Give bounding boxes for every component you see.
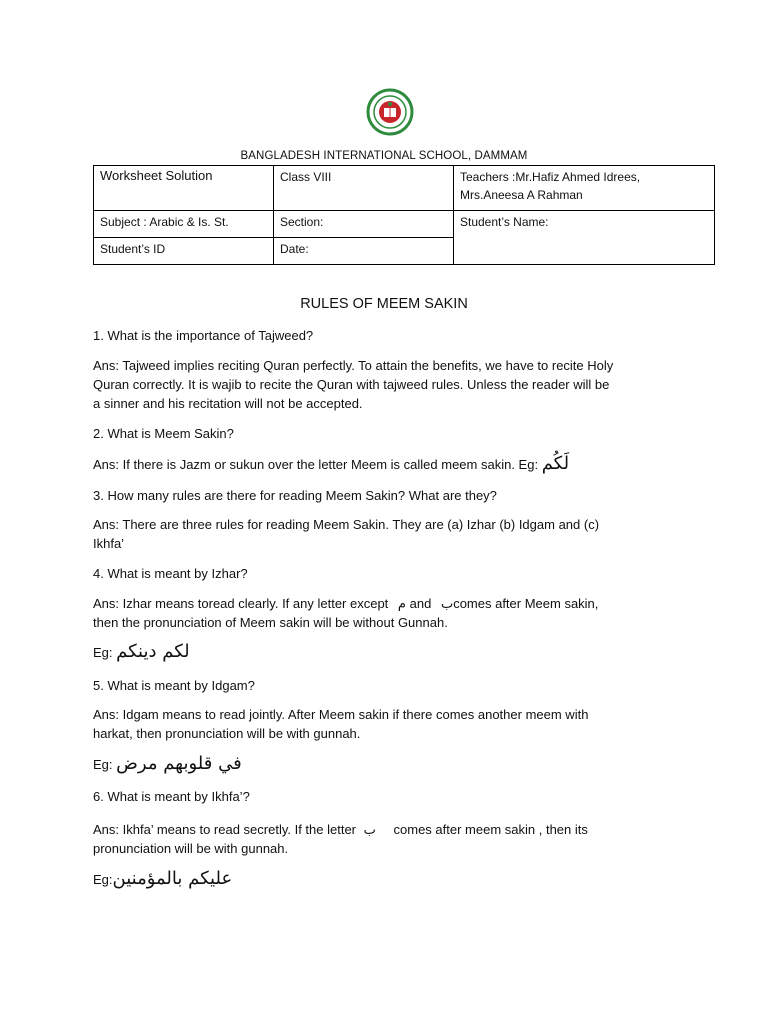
teachers-line-1: Teachers :Mr.Hafiz Ahmed Idrees,: [460, 170, 641, 184]
question-1: 1. What is the importance of Tajweed?: [93, 328, 314, 343]
example-5-label: Eg:: [93, 757, 113, 772]
answer-3-line-1: Ans: There are three rules for reading Meem Sakin. They are (a) Izhar (b) Idgam and (c): [93, 517, 600, 532]
date-cell: Date:: [274, 238, 454, 265]
answer-5-line-2: harkat, then pronunciation will be with gunnah.: [93, 726, 361, 741]
class-cell: Class VIII: [274, 166, 454, 211]
student-name-cell: Student’s Name:: [454, 211, 715, 265]
subject-cell: Subject : Arabic & Is. St.: [94, 211, 274, 238]
example-6: [93, 869, 673, 889]
answer-6-arabic-ba: ب: [363, 823, 376, 838]
question-4: 4. What is meant by Izhar?: [93, 566, 248, 581]
teachers-cell: [454, 166, 715, 211]
example-6-label: Eg:: [93, 872, 113, 887]
answer-1-line-3: a sinner and his recitation will not be accepted.: [93, 396, 363, 411]
example-5-arabic: في قلوبهم مرض: [116, 753, 242, 774]
answer-6-text-post: comes after meem sakin , then its: [393, 822, 588, 837]
page-title: RULES OF MEEM SAKIN: [300, 296, 468, 312]
worksheet-header-table: [93, 165, 715, 265]
worksheet-cell: Worksheet Solution: [94, 166, 274, 211]
teachers-line-2: Mrs.Aneesa A Rahman: [460, 188, 583, 202]
example-6-arabic: عليكم بالمؤمنين: [112, 868, 233, 889]
question-6: 6. What is meant by Ikhfa’?: [93, 789, 250, 804]
answer-4-line-1: [93, 594, 673, 614]
answer-1-line-2: Quran correctly. It is wajib to recite the Quran with tajweed rules. Unless the reader will be: [93, 377, 610, 392]
school-logo: [364, 88, 416, 136]
answer-4-line-2: then the pronunciation of Meem sakin will be without Gunnah.: [93, 615, 448, 630]
answer-4-and: and: [409, 596, 432, 611]
student-id-cell: Student’s ID: [94, 238, 274, 265]
answer-6-text-pre: Ans: Ikhfa’ means to read secretly. If the letter: [93, 822, 357, 837]
example-4-label: Eg:: [93, 645, 113, 660]
question-3: 3. How many rules are there for reading Meem Sakin? What are they?: [93, 488, 497, 503]
question-2: 2. What is Meem Sakin?: [93, 426, 234, 441]
answer-6-line-2: pronunciation will be with gunnah.: [93, 841, 289, 856]
answer-1-line-1: Ans: Tajweed implies reciting Quran perfectly. To attain the benefits, we have to recite Holy: [93, 358, 614, 373]
answer-2: [93, 454, 673, 474]
answer-4-arabic-ba: ب: [440, 597, 454, 612]
answer-2-arabic: لَكُم: [541, 453, 570, 474]
section-cell: Section:: [274, 211, 454, 238]
answer-5-line-1: Ans: Idgam means to read jointly. After Meem sakin if there comes another meem with: [93, 707, 589, 722]
answer-2-text: Ans: If there is Jazm or sukun over the letter Meem is called meem sakin. Eg:: [93, 457, 539, 472]
example-4: [93, 642, 673, 662]
answer-3-line-2: Ikhfa’: [93, 536, 125, 551]
answer-4-arabic-meem: م: [397, 597, 406, 612]
example-5: [93, 754, 673, 774]
answer-4-text-pre: Ans: Izhar means toread clearly. If any letter except: [93, 596, 389, 611]
school-name: BANGLADESH INTERNATIONAL SCHOOL, DAMMAM: [240, 150, 528, 162]
example-4-arabic: لكم دينكم: [116, 641, 190, 662]
answer-6-line-1: [93, 820, 673, 840]
answer-4-text-post: comes after Meem sakin,: [453, 596, 599, 611]
question-5: 5. What is meant by Idgam?: [93, 678, 255, 693]
